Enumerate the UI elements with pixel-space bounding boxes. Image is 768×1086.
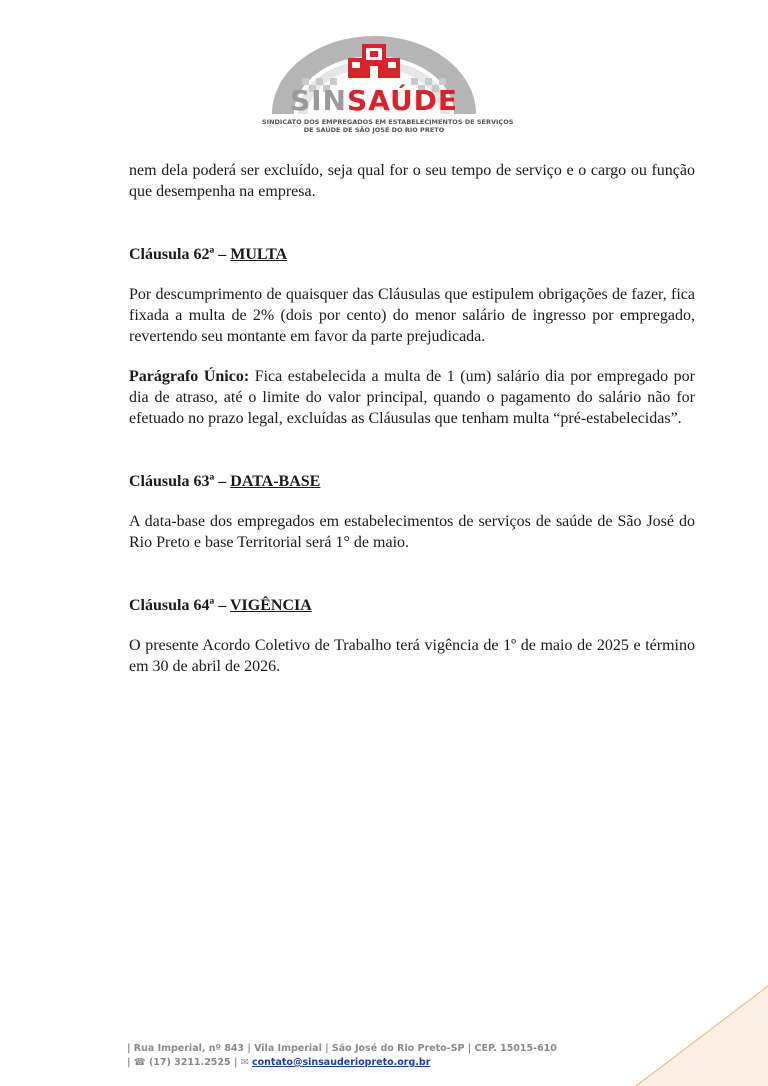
clause-64-paragraph: O presente Acordo Coletivo de Trabalho terá vigência de 1º de maio de 2025 e término em 30 de abril de 2026.: [129, 637, 695, 675]
logo-subtitle-line1: SINDICATO DOS EMPREGADOS EM ESTABELECIMENTOS DE SERVIÇOS: [262, 118, 514, 126]
footer-phone: (17) 3211.2525: [148, 1057, 231, 1068]
intro-paragraph: nem dela poderá ser excluído, seja qual for o seu tempo de serviço e o cargo ou função que desempenha na empresa.: [129, 162, 695, 200]
sole-paragraph-label: Parágrafo Único:: [129, 368, 250, 385]
document-body: [129, 160, 695, 677]
footer: [127, 1042, 557, 1070]
corner-decoration: [608, 966, 768, 1086]
clause-62-sole-paragraph: Parágrafo Único: Fica estabelecida a multa de 1 (um) salário dia por empregado por dia de atraso, até o limite do valor principal, quando o pagamento do salário não for efetuado no prazo legal, excluídas as Cláusulas que tenham multa “pré-estabelecidas”.: [129, 368, 695, 427]
footer-address: | Rua Imperial, nº 843 | Vila Imperial | São José do Rio Preto-SP | CEP. 15015-610: [127, 1043, 557, 1054]
mail-icon: ✉: [240, 1057, 249, 1068]
logo-wordmark: SINSAÚDE: [289, 84, 459, 117]
footer-email-link[interactable]: contato@sinsauderiopreto.org.br: [252, 1057, 431, 1068]
logo-subtitle-line2: DE SAÚDE DE SÃO JOSÉ DO RIO PRETO: [303, 126, 445, 134]
clause-64-heading: Cláusula 64ª – VIGÊNCIA: [129, 597, 312, 614]
sinsaude-logo: [262, 26, 514, 138]
phone-icon: ☎: [133, 1057, 146, 1068]
clause-62-heading: Cláusula 62ª – MULTA: [129, 246, 288, 263]
clause-62-paragraph: Por descumprimento de quaisquer das Cláusulas que estipulem obrigações de fazer, fica fixada a multa de 2% (dois por cento) do menor salário de ingresso por empregado, revertendo seu montante em favor da parte prejudicada.: [129, 286, 695, 345]
clause-63-paragraph: A data-base dos empregados em estabelecimentos de serviços de saúde de São José do Rio Preto e base Territorial será 1° de maio.: [129, 513, 695, 551]
clause-63-heading: Cláusula 63ª – DATA-BASE: [129, 473, 321, 490]
footer-contact: | ☎ (17) 3211.2525 | ✉ contato@sinsauderiopreto.org.br: [127, 1057, 431, 1068]
